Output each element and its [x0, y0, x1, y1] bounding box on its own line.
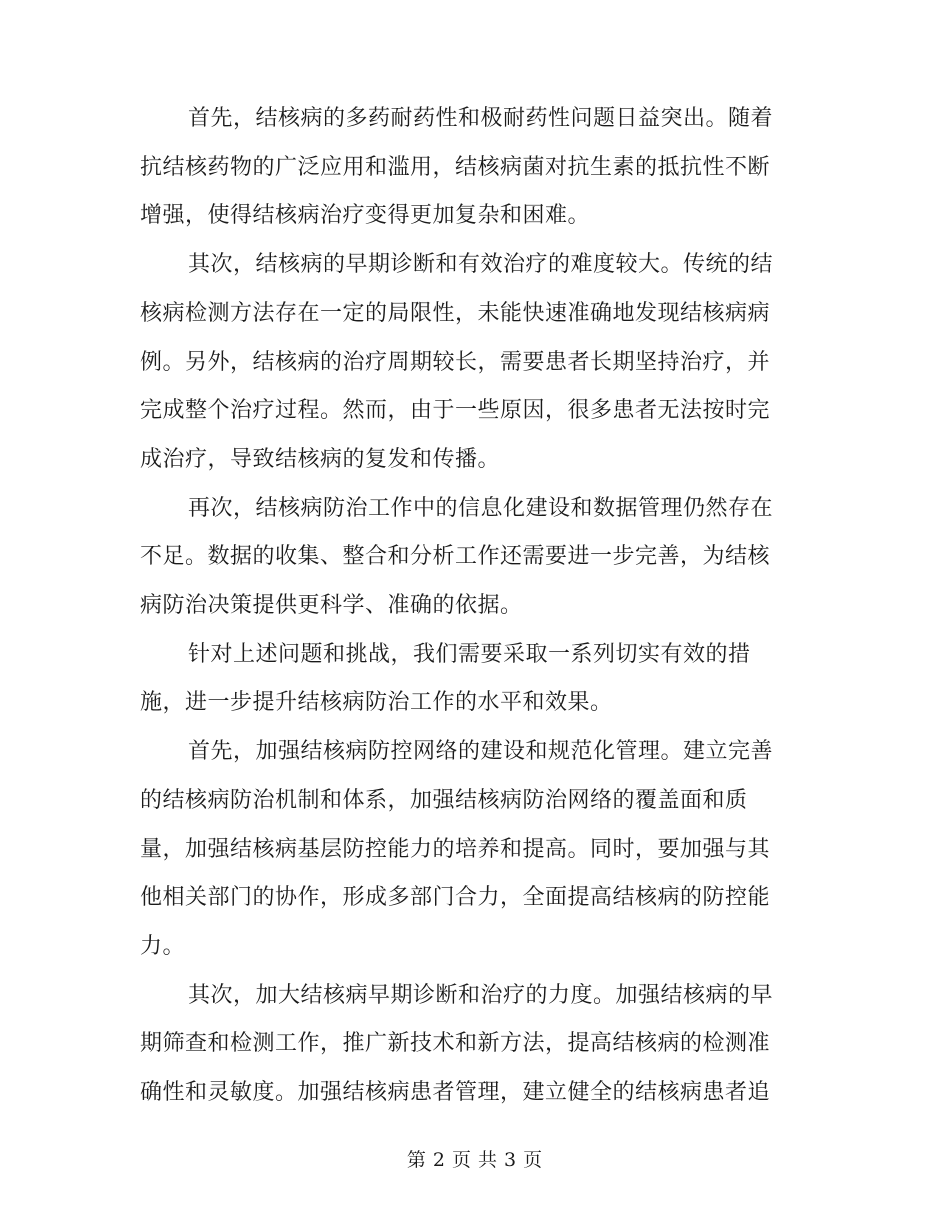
page-number: 2 — [432, 1149, 446, 1171]
paragraph-line: 施，进一步提升结核病防治工作的水平和效果。 — [140, 690, 613, 715]
paragraph-line: 抗结核药物的广泛应用和滥用，结核病菌对抗生素的抵抗性不断 — [140, 155, 771, 180]
paragraph-line: 力。 — [140, 934, 186, 959]
paragraph-first-line: 再次，结核病防治工作中的信息化建设和数据管理仍然存在 — [188, 496, 774, 521]
total-word: 页 — [523, 1149, 544, 1171]
page-prefix: 第 — [406, 1149, 427, 1171]
paragraph-line: 不足。数据的收集、整合和分析工作还需要进一步完善，为结核 — [140, 544, 771, 569]
paragraph-first-line: 其次，结核病的早期诊断和有效治疗的难度较大。传统的结 — [188, 252, 774, 277]
paragraph-line: 量，加强结核病基层防控能力的培养和提高。同时，要加强与其 — [140, 837, 771, 862]
paragraph-first-line: 针对上述问题和挑战，我们需要采取一系列切实有效的措 — [188, 642, 751, 667]
paragraph-line: 期筛查和检测工作，推广新技术和新方法，提高结核病的检测准 — [140, 1031, 771, 1056]
paragraph-first-line: 首先，加强结核病防控网络的建设和规范化管理。建立完善 — [188, 739, 774, 764]
paragraph-line: 完成整个治疗过程。然而，由于一些原因，很多患者无法按时完 — [140, 398, 771, 423]
paragraph-line: 成治疗，导致结核病的复发和传播。 — [140, 447, 501, 472]
paragraph-first-line: 首先，结核病的多药耐药性和极耐药性问题日益突出。随着 — [188, 106, 774, 131]
page-word: 页 — [451, 1149, 472, 1171]
paragraph-line: 的结核病防治机制和体系，加强结核病防治网络的覆盖面和质 — [140, 788, 748, 813]
paragraph-line: 病防治决策提供更科学、准确的依据。 — [140, 593, 523, 618]
total-prefix: 共 — [478, 1149, 499, 1171]
paragraph-line: 确性和灵敏度。加强结核病患者管理，建立健全的结核病患者追 — [140, 1080, 771, 1105]
paragraph-line: 例。另外，结核病的治疗周期较长，需要患者长期坚持治疗，并 — [140, 350, 771, 375]
paragraph-line: 增强，使得结核病治疗变得更加复杂和困难。 — [140, 203, 591, 228]
paragraph-line: 核病检测方法存在一定的局限性，未能快速准确地发现结核病病 — [140, 301, 771, 326]
page-footer — [0, 1148, 950, 1172]
paragraph-first-line: 其次，加大结核病早期诊断和治疗的力度。加强结核病的早 — [188, 983, 774, 1008]
paragraph-line: 他相关部门的协作，形成多部门合力，全面提高结核病的防控能 — [140, 885, 771, 910]
total-pages: 3 — [504, 1149, 518, 1171]
